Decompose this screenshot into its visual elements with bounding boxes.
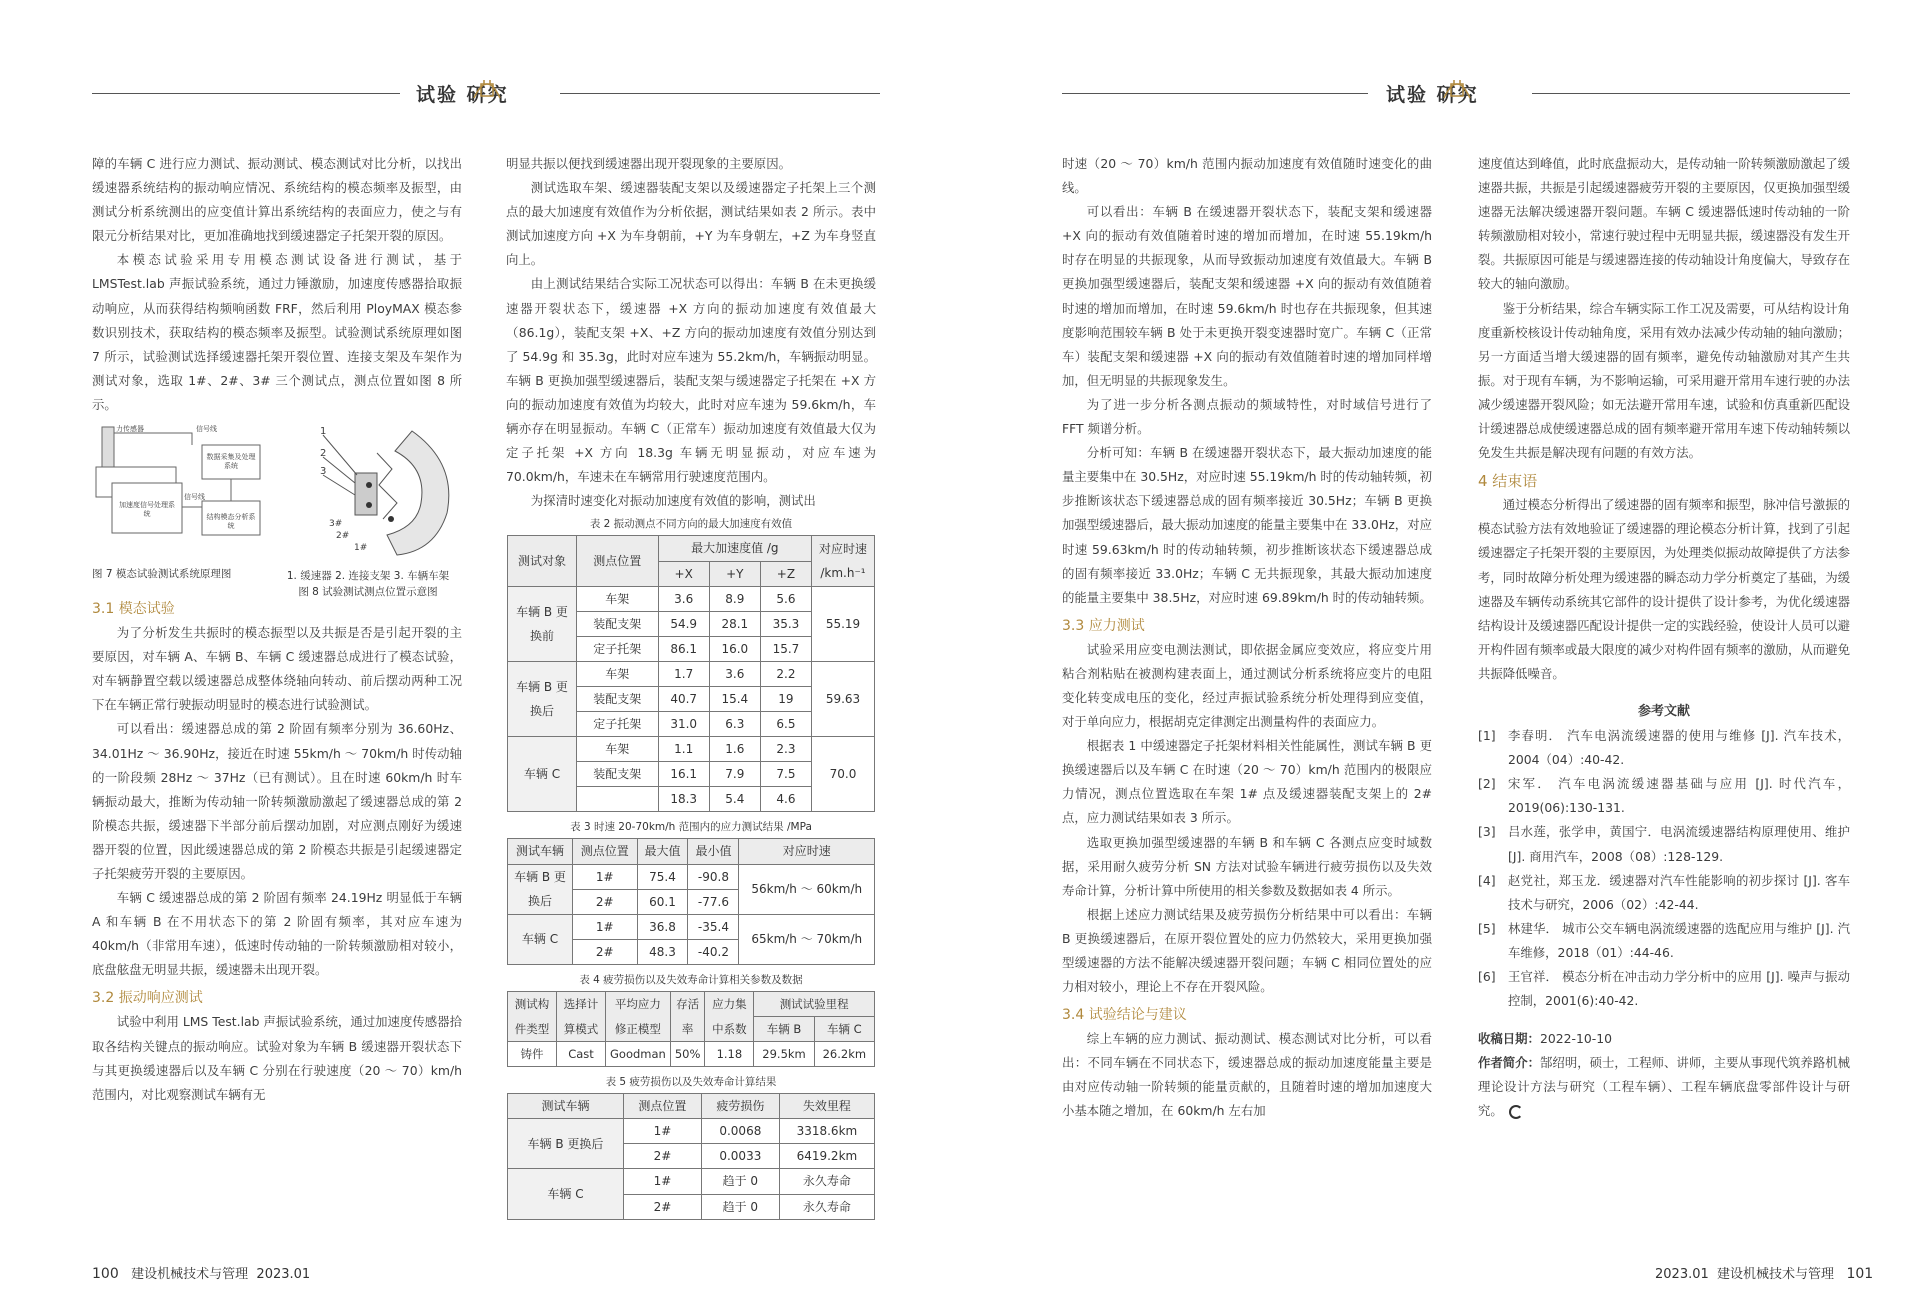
journal-name: 建设机械技术与管理 (131, 1267, 249, 1282)
table-cell: 65km/h ～ 70km/h (739, 914, 875, 964)
reference-item (1478, 772, 1850, 820)
table-cell: 趋于 0 (701, 1194, 779, 1219)
reference-number: [5] (1478, 920, 1496, 936)
table-cell: 装配支架 (577, 611, 659, 636)
table-header: 失效里程 (779, 1094, 874, 1119)
table-cell: 59.63 (812, 661, 875, 736)
table-cell: 48.3 (637, 939, 688, 964)
author-text: 郜绍明，硕士，工程师、讲师，主要从事现代筑养路机械理论设计方法与研究（工程车辆）、工程车辆底盘零部件设计与研究。 (1478, 1055, 1851, 1119)
right-header-rule-right (1532, 93, 1850, 94)
table-cell: 0.0033 (701, 1144, 779, 1169)
table-cell: 56km/h ～ 60km/h (739, 864, 875, 914)
paragraph: 由上测试结果结合实际工况状态可以得出：车辆 B 在未更换缓速器开裂状态下，缓速器 +X 方向的振动加速度有效值最大（86.1g），装配支架 +X、+Z 方向的振动加速度有效值分别达到了 54.9g 和 35.3g，此时对应车速为 55.2km/h，车辆振动明显。车辆 B 更换加强型缓速器后，装配支架与缓速器定子托架在 +X 方向的振动加速度有效值为均较大，此时对应车速为 59.6km/h，车辆亦存在明显振动。车辆 C（正常车）振动加速度有效值最大仅为定子托架 +X 方向 18.3g 车辆无明显振动，对应车速为 70.0km/h，车速未在车辆常用行驶速度范围内。 (506, 276, 876, 485)
table-cell: 31.0 (658, 712, 709, 737)
reference-text: 赵党社，郑玉龙．缓速器对汽车性能影响的初步探讨 [J]. 客车技术与研究，2006（02）:42-44. (1508, 872, 1850, 912)
table-cell: 2# (623, 1144, 701, 1169)
column-1 (92, 152, 462, 1107)
page-number: 100 (92, 1266, 119, 1282)
table-cell: 3318.6km (779, 1119, 874, 1144)
table-header: 测试车辆 (508, 839, 573, 864)
paragraph: 测试选取车架、缓速器装配支架以及缓速器定子托架上三个测点的最大加速度有效值作为分析依据，测试结果如表 2 所示。表中测试加速度方向 +X 为车身朝前，+Y 为车身朝左，+Z 为车身竖直向上。 (506, 180, 876, 268)
table-row (508, 1119, 875, 1144)
table-header: 测点位置 (623, 1094, 701, 1119)
table-cell: 车辆 C (508, 1169, 624, 1219)
issue: 2023.01 (256, 1267, 311, 1282)
table-2 (507, 535, 875, 812)
table-cell: 5.6 (760, 586, 811, 611)
table-cell: 6.5 (760, 712, 811, 737)
reference-item (1478, 869, 1850, 917)
paragraph: 分析可知：车辆 B 在缓速器开裂状态下，最大振动加速度的能量主要集中在 30.5Hz，对应时速 55.19km/h 时的传动轴转频，初步推断该状态下缓速器总成的固有频率接近 30.5Hz；车辆 B 更换加强型缓速器后，最大振动加速度的能量主要集中在 33.0Hz，对应时速 59.63km/h 时的传动轴转频，初步推断该状态下缓速器总成的固有频率接近 33.0Hz；车辆 C 无共振现象，其最大振动加速度的能量主要集中 38.5Hz，对应时速 69.89km/h 时的传动轴转频。 (1062, 445, 1432, 605)
table-cell: 1# (623, 1119, 701, 1144)
journal-name: 建设机械技术与管理 (1717, 1267, 1835, 1282)
table-header: 最大加速度值 /g (658, 536, 811, 561)
table-header: 测试试验里程 (754, 991, 875, 1016)
table-cell: 1# (573, 914, 638, 939)
paragraph: 通过模态分析得出了缓速器的固有频率和振型，脉冲信号激振的模态试验方法有效地验证了缓速器的理论模态分析计算，找到了引起缓速器定子托架开裂的主要原因，为处理类似振动故障提供了方法参考，同时故障分析处理为缓速器的瞬态动力学分析奠定了基础，为缓速器及车辆传动系统其它部件的设计提供了设计参考，为优化缓速器结构设计及缓速器匹配设计提供一定的实践经验，使设计人员可以避开构件固有频率或最大限度的减少对构件固有频率的激励，从而避免共振降低噪音。 (1478, 497, 1850, 681)
table-header: 测试构件类型 (508, 991, 557, 1041)
table-cell: 29.5km (754, 1042, 814, 1067)
left-header-title: 试验 研究 (416, 84, 509, 106)
table-cell: 2# (573, 939, 638, 964)
left-header-rule-right (560, 93, 880, 94)
fig7-label: 信号线 (184, 493, 205, 502)
table-cell: 车辆 B 更换前 (508, 586, 577, 661)
table-cell: 趋于 0 (701, 1169, 779, 1194)
paragraph: 车辆 C 缓速器总成的第 2 阶固有频率 24.19Hz 明显低于车辆 A 和车辆 B 在不用状态下的第 2 阶固有频率，其对应车速为 40km/h（非常用车速），低速时传动轴的一阶转频激励相对较小，底盘舷盘无明显共振，缓速器未出现开裂。 (92, 890, 462, 978)
table-cell: 40.7 (658, 686, 709, 711)
table-cell: 1# (623, 1169, 701, 1194)
table-row (508, 737, 875, 762)
end-mark-icon (1509, 1105, 1523, 1119)
section-heading: 3.2 振动响应测试 (92, 990, 203, 1007)
fig7-label: 加速度信号处理系统 (119, 501, 175, 519)
table-header: 测试对象 (508, 536, 577, 586)
reference-number: [4] (1478, 872, 1496, 888)
fig8-number: 2 (320, 448, 327, 460)
section-heading: 3.1 模态试验 (92, 601, 175, 618)
table-cell: 55.19 (812, 586, 875, 661)
table-cell: 4.6 (760, 787, 811, 812)
table-cell: 16.1 (658, 762, 709, 787)
table-cell: 8.9 (709, 586, 760, 611)
table-cell: 50% (670, 1042, 705, 1067)
table-cell: -90.8 (688, 864, 739, 889)
table-header: 车辆 C (814, 1017, 874, 1042)
left-header-rule (92, 93, 400, 94)
table-cell: 装配支架 (577, 762, 659, 787)
table-cell: -35.4 (688, 914, 739, 939)
reference-item (1478, 965, 1850, 1013)
table-cell: 5.4 (709, 787, 760, 812)
reference-text: 林建华． 城市公交车辆电涡流缓速器的选配应用与维护 [J]. 汽车维修，2018（01）:44-46. (1508, 920, 1850, 960)
table-row (508, 1169, 875, 1194)
table-cell: 15.4 (709, 686, 760, 711)
table-cell: 75.4 (637, 864, 688, 889)
table-cell: 装配支架 (577, 686, 659, 711)
table-header: +X (658, 561, 709, 586)
fig8-number: 2# (336, 531, 350, 542)
table-header: 对应时速 (739, 839, 875, 864)
fig7-label: 力传感器 (116, 425, 144, 434)
table-cell: 16.0 (709, 636, 760, 661)
reference-text: 王官祥． 模态分析在冲击动力学分析中的应用 [J]. 噪声与振动控制，2001(6):40-42. (1508, 969, 1850, 1009)
table-cell: 7.9 (709, 762, 760, 787)
table-cell (577, 787, 659, 812)
paragraph: 为探清时速变化对振动加速度有效值的影响，测试出 (530, 493, 816, 509)
author-bio (1478, 1051, 1850, 1123)
table-header: 存活率 (670, 991, 705, 1041)
table-cell: 定子托架 (577, 636, 659, 661)
paragraph: 可以看出：缓速器总成的第 2 阶固有频率分别为 36.60Hz、34.01Hz ～ 36.90Hz，接近在时速 55km/h ～ 70km/h 时传动轴的一阶段频 28Hz ～ 37Hz（已有测试）。且在时速 60km/h 时车辆振动最大，推断为传动轴一阶转频激励激起了缓速器总成的第 2 阶模态共振，缓速器下半部分前后摆动加剧，对应测点刚好为缓速器开裂的位置，因此缓速器总成的第 2 阶模态共振是引起缓速器定子托架疲劳开裂的主要原因。 (92, 721, 462, 881)
paragraph: 试验中利用 LMS Test.lab 声振试验系统，通过加速度传感器拾取各结构关键点的振动响应。试验对象为车辆 B 缓速器开裂状态下与其更换缓速器后以及车辆 C 分别在行驶速度（20 ～ 70）km/h 范围内，对比观察测试车辆有无 (92, 1014, 462, 1102)
paragraph: 障的车辆 C 进行应力测试、振动测试、模态测试对比分析，以找出缓速器系统结构的振动响应情况、系统结构的模态频率及振型，由测试分析系统测出的应变值计算出系统结构的表面应力，使之与有限元分析结果对比，更加准确地找到缓速器定子托架开裂的原因。 (92, 156, 462, 244)
table-cell: 15.7 (760, 636, 811, 661)
table-cell: 6.3 (709, 712, 760, 737)
table-header: +Y (709, 561, 760, 586)
fig8-number: 1# (354, 543, 368, 554)
fig8-number: 3 (320, 466, 327, 478)
table-cell: 19 (760, 686, 811, 711)
table-cell: 36.8 (637, 914, 688, 939)
paragraph: 鉴于分析结果，综合车辆实际工作工况及需要，可从结构设计角度重新校核设计传动轴角度，采用有效办法减少传动轴的轴向激励；另一方面适当增大缓速器的固有频率，避免传动轴激励对其产生共振。对于现有车辆，为不影响运输，可采用避开常用车速行驶的办法减少缓速器开裂风险；如无法避开常用车速，试验和仿真重新匹配设计缓速器总成使缓速器总成的固有频率避开常用车速下传动轴转频以免发生共振是解决现有问题的有效方法。 (1478, 300, 1850, 461)
table-cell: 车架 (577, 737, 659, 762)
table-cell: -77.6 (688, 889, 739, 914)
section-heading: 3.3 应力测试 (1062, 617, 1145, 634)
fig8-number: 1 (320, 426, 327, 438)
table-cell: 6419.2km (779, 1144, 874, 1169)
section-heading: 3.4 试验结论与建议 (1062, 1007, 1187, 1024)
table-header: 测点位置 (573, 839, 638, 864)
table-cell: 3.6 (658, 586, 709, 611)
paragraph: 综上车辆的应力测试、振动测试、模态测试对比分析，可以看出：不同车辆在不同状态下，缓速器总成的振动加速度能量主要是由对应传动轴一阶转频的能量贡献的，且随着时速的增加加速度大小基本随之增加，在 60km/h 左右加 (1062, 1031, 1432, 1119)
header-logo-icon (1440, 72, 1474, 102)
reference-text: 李春明． 汽车电涡流缓速器的使用与维修 [J]. 汽车技术，2004（04）:40-42. (1508, 728, 1850, 768)
table-header: 平均应力修正模型 (606, 991, 671, 1041)
reference-number: [3] (1478, 824, 1496, 840)
table-4-caption: 表 4 疲劳损伤以及失效寿命计算相关参数及数据 (579, 973, 803, 986)
table-cell: 永久寿命 (779, 1194, 874, 1219)
paragraph: 速度值达到峰值，此时底盘振动大，是传动轴一阶转频激励激起了缓速器共振，共振是引起缓速器疲劳开裂的主要原因，仅更换加强型缓速器无法解决缓速器开裂问题。车辆 C 缓速器低速时传动轴的一阶转频激励相对较小，常速行驶过程中无明显共振，缓速器没有发生开裂。共振原因可能是与缓速器连接的传动轴设计角度偏大，导致存在较大的轴向激励。 (1478, 156, 1850, 292)
reference-item (1478, 724, 1850, 772)
table-cell: 54.9 (658, 611, 709, 636)
fig7-label: 结构模态分析系统 (206, 513, 256, 531)
right-footer (1655, 1263, 1873, 1282)
table-row (508, 864, 875, 889)
received-date (1478, 1027, 1850, 1051)
table-cell: 车架 (577, 586, 659, 611)
table-5 (507, 1093, 875, 1219)
reference-text: 宋军． 汽车电涡流缓速器基础与应用 [J]. 时代汽车，2019(06):130-131. (1508, 776, 1850, 816)
reference-number: [6] (1478, 969, 1496, 984)
header-logo-icon (470, 72, 504, 102)
table-header: 疲劳损伤 (701, 1094, 779, 1119)
paragraph: 本模态试验采用专用模态测试设备进行测试，基于 LMSTest.lab 声振试验系统，通过力锤激励，加速度传感器拾取振动响应，从而获得结构频响函数 FRF，然后利用 PloyMAX 模态参数识别技术，获取结构的模态频率及振型。试验测试系统原理如图 7 所示，试验测试选择缓速器托架开裂位置、连接支架及车架作为测试对象，选取 1#、2#、3# 三个测试点，测点位置如图 8 所示。 (92, 252, 462, 412)
table-header: 车辆 B (754, 1017, 814, 1042)
table-3-caption: 表 3 时速 20-70km/h 范围内的应力测试结果 /MPa (570, 821, 812, 834)
column-2 (506, 152, 876, 1220)
table-header: 测点位置 (577, 536, 659, 586)
table-3 (507, 838, 875, 964)
table-cell: 1.1 (658, 737, 709, 762)
figure-7-caption: 图 7 模态试验测试系统原理图 (92, 568, 232, 581)
column-4 (1478, 152, 1850, 1124)
table-cell: 车辆 B 更换后 (508, 864, 573, 914)
author-label: 作者简介： (1478, 1055, 1541, 1071)
table-row (508, 661, 875, 686)
table-2-caption: 表 2 振动测点不同方向的最大加速度有效值 (589, 518, 793, 531)
table-5-caption: 表 5 疲劳损伤以及失效寿命计算结果 (605, 1076, 777, 1089)
table-cell: 定子托架 (577, 712, 659, 737)
table-header: 最小值 (688, 839, 739, 864)
paragraph: 可以看出：车辆 B 在缓速器开裂状态下，装配支架和缓速器 +X 向的振动有效值随着时速的增加而增加，在时速 55.19km/h 时存在明显的共振现象，从而导致振动加速度有效值最大。车辆 B 更换加强型缓速器后，装配支架和缓速器 +X 向的振动有效值随着时速的增加而增加，在时速 59.6km/h 时也存在共振现象，但其速度影响范围较车辆 B 处于未更换开裂变速器时宽广。车辆 C（正常车）装配支架和缓速器 +X 向的振动有效值随着时速的增加同样增加，但无明显的共振现象发生。 (1062, 204, 1432, 388)
right-header-rule (1062, 93, 1368, 94)
table-cell: 86.1 (658, 636, 709, 661)
right-header-title: 试验 研究 (1386, 84, 1479, 106)
page-number: 101 (1846, 1266, 1874, 1282)
table-cell: 车辆 C (508, 737, 577, 812)
table-cell: 7.5 (760, 762, 811, 787)
table-cell: 2.2 (760, 661, 811, 686)
references-title: 参考文献 (1637, 703, 1690, 719)
paragraph: 选取更换加强型缓速器的车辆 B 和车辆 C 各测点应变时域数据，采用耐久疲劳分析 SN 方法对试验车辆进行疲劳损伤以及失效寿命计算，分析计算中所使用的相关参数及数据如表 4 所示。 (1062, 834, 1432, 898)
table-row (508, 586, 875, 611)
table-cell: 28.1 (709, 611, 760, 636)
paragraph: 为了进一步分析各测点振动的频域特性，对时域信号进行了 FFT 频谱分析。 (1062, 396, 1432, 437)
table-cell: 1.18 (705, 1042, 754, 1067)
table-cell: 26.2km (814, 1042, 874, 1067)
table-cell: 2# (623, 1194, 701, 1219)
paragraph: 根据上述应力测试结果及疲劳损伤分析结果中可以看出：车辆 B 更换缓速器后，在原开裂位置处的应力仍然较大，采用更换加强型缓速器的方法不能解决缓速器开裂问题；车辆 C 相同位置处的应力相对较小，理论上不存在开裂风险。 (1062, 906, 1432, 995)
paragraph: 根据表 1 中缓速器定子托架材料相关性能属性，测试车辆 B 更换缓速器后以及车辆 C 在时速（20 ～ 70）km/h 范围内的极限应力情况，测点位置选取在车架 1# 点及缓速器装配支架上的 2# 点，应力测试结果如表 3 所示。 (1062, 738, 1432, 826)
table-cell: 1.7 (658, 661, 709, 686)
table-header: +Z (760, 561, 811, 586)
table-cell: 60.1 (637, 889, 688, 914)
table-cell: 车辆 B 更换后 (508, 1119, 624, 1169)
section-heading: 4 结束语 (1478, 472, 1538, 491)
table-cell: Cast (557, 1042, 606, 1067)
table-cell: 车辆 B 更换后 (508, 661, 577, 736)
table-header: 对应时速 /km.h⁻¹ (812, 536, 875, 586)
table-header: 测试车辆 (508, 1094, 624, 1119)
reference-item (1478, 917, 1850, 965)
paragraph: 时速（20 ～ 70）km/h 范围内振动加速度有效值随时速变化的曲线。 (1062, 156, 1432, 196)
column-3 (1062, 152, 1432, 1124)
table-header: 应力集中系数 (705, 991, 754, 1041)
reference-number: [2] (1478, 776, 1496, 792)
table-header: 最大值 (637, 839, 688, 864)
table-row (508, 914, 875, 939)
table-cell: 1.6 (709, 737, 760, 762)
fig8-number: 3# (329, 519, 343, 530)
received-value: 2022-10-10 (1539, 1031, 1612, 1047)
table-header: 选择计算模式 (557, 991, 606, 1041)
table-cell: 3.6 (709, 661, 760, 686)
table-cell: 18.3 (658, 787, 709, 812)
reference-item (1478, 820, 1850, 868)
fig7-label: 信号线 (196, 425, 217, 434)
paragraph: 明显共振以便找到缓速器出现开裂现象的主要原因。 (506, 156, 791, 171)
table-cell: 2# (573, 889, 638, 914)
paragraph: 试验采用应变电测法测试，即依据金属应变效应，将应变片用粘合剂粘贴在被测构建表面上，通过测试分析系统将应变片的电阻变化转变成电压的变化，经过声振试验系统分析处理得到应变值，对于单向应力，根据胡克定律测定出测量构件的表面应力。 (1062, 641, 1432, 730)
table-cell: 70.0 (812, 737, 875, 812)
paragraph: 为了分析发生共振时的模态振型以及共振是否是引起开裂的主要原因，对车辆 A、车辆 B、车辆 C 缓速器总成进行了模态试验，对车辆静置空载以缓速器总成整体绕轴向转动、前后摆动两种工况下在车辆正常行驶振动明显时的模态进行试验测试。 (92, 625, 462, 713)
table-cell: Goodman (606, 1042, 671, 1067)
table-cell: 1# (573, 864, 638, 889)
fig7-label: 数据采集及处理系统 (206, 453, 256, 471)
table-row (508, 1042, 875, 1067)
left-footer (92, 1263, 310, 1282)
figure-row (92, 423, 462, 599)
figure-8-legend: 1. 缓速器 2. 连接支架 3. 车辆车架 (286, 570, 450, 583)
received-label: 收稿日期： (1478, 1031, 1540, 1047)
table-cell: -40.2 (688, 939, 739, 964)
reference-text: 吕水莲，张学申，黄国宁．电涡流缓速器结构原理使用、维护 [J]. 商用汽车，2008（08）:128-129. (1508, 824, 1850, 864)
table-4 (507, 991, 875, 1067)
reference-number: [1] (1478, 728, 1496, 744)
figure-8-caption: 图 8 试验测试测点位置示意图 (298, 586, 438, 599)
issue: 2023.01 (1655, 1267, 1709, 1282)
table-cell: 35.3 (760, 611, 811, 636)
table-cell: 车辆 C (508, 914, 573, 964)
table-cell: 0.0068 (701, 1119, 779, 1144)
table-cell: 2.3 (760, 737, 811, 762)
table-cell: 车架 (577, 661, 659, 686)
table-cell: 永久寿命 (779, 1169, 874, 1194)
table-cell: 铸件 (508, 1042, 557, 1067)
